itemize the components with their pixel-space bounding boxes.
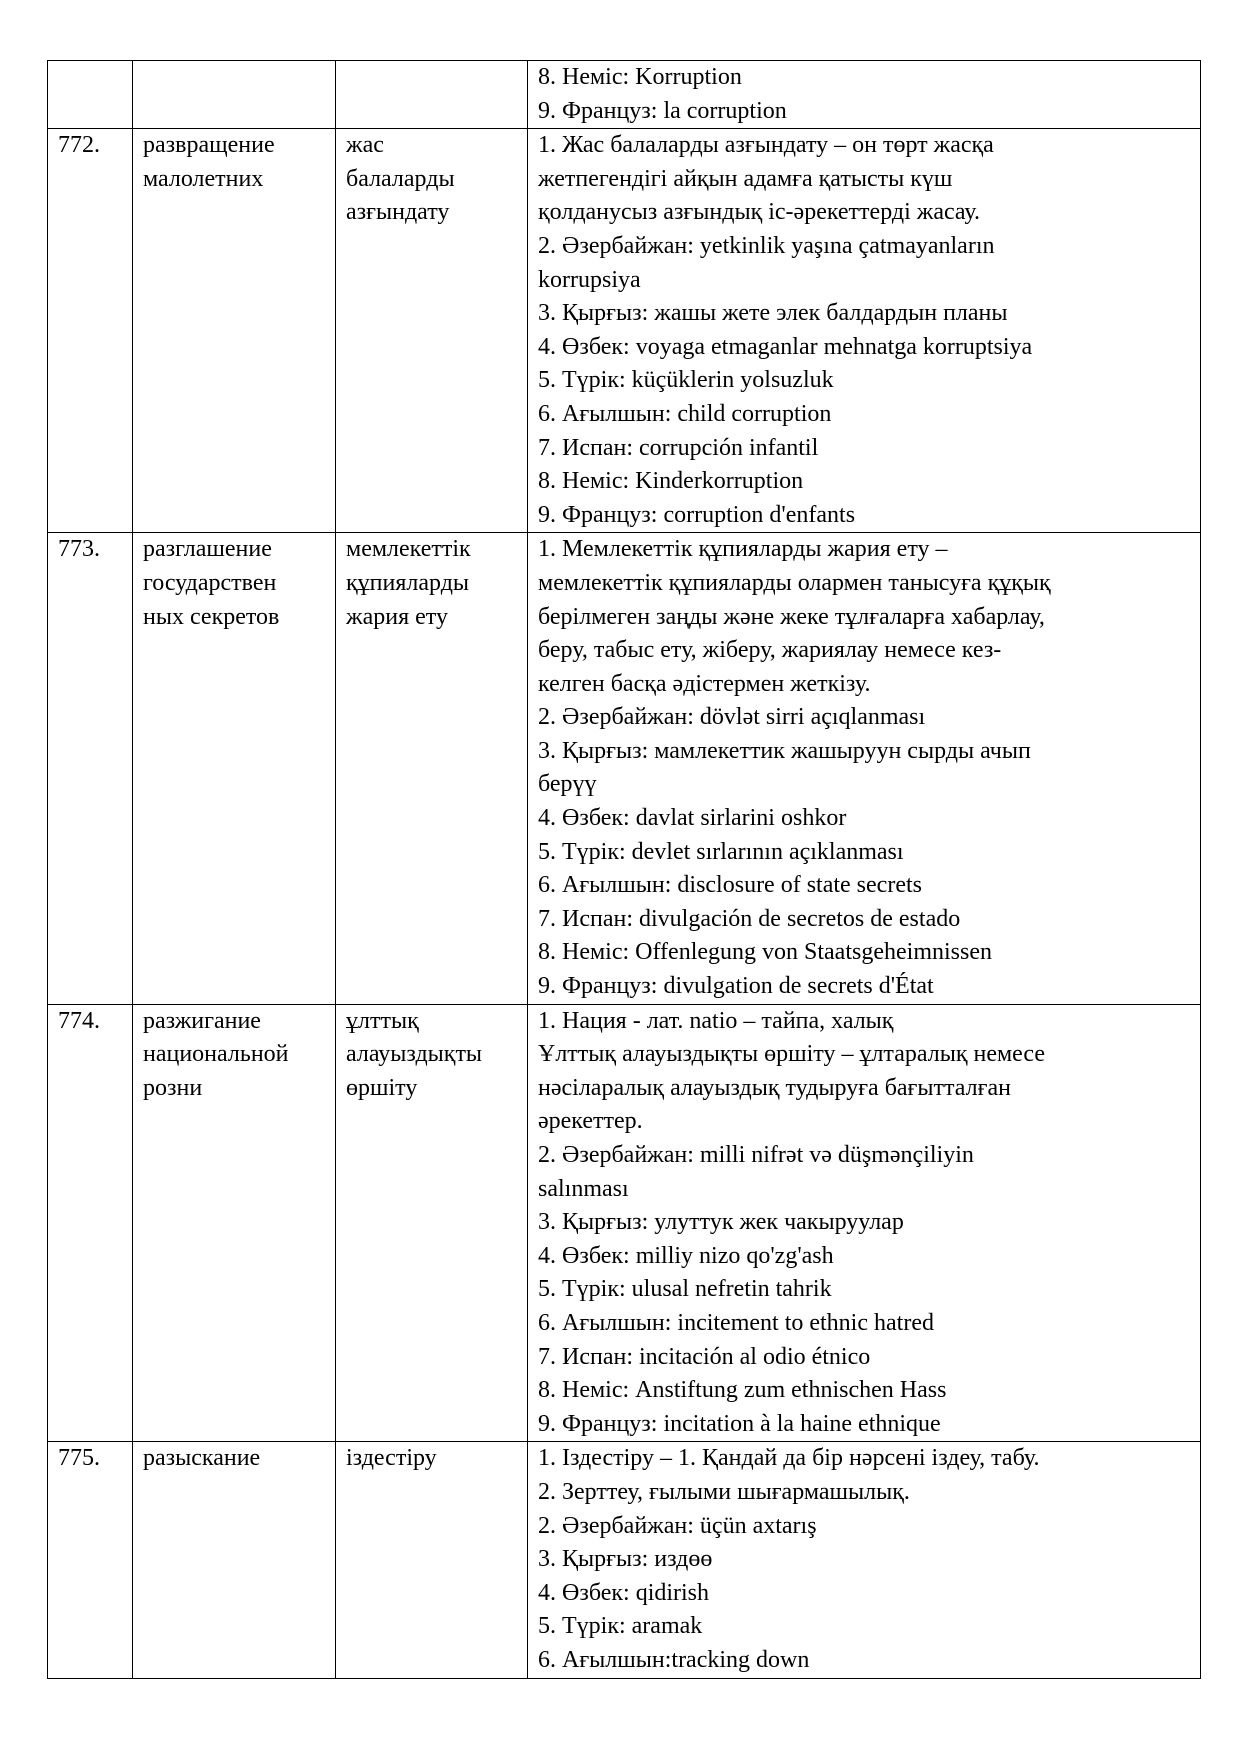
definition-line: берүү [538, 771, 597, 798]
kazakh-term-line: ұлттық [346, 1007, 419, 1034]
definition-line: беру, табыс ету, жіберу, жариялау немесе кез- [538, 637, 1002, 664]
definition-line: 5. Түрік: devlet sırlarının açıklanması [538, 838, 904, 865]
definition-line: 2. Зерттеу, ғылыми шығармашылық. [538, 1478, 910, 1505]
definition-line: 8. Неміс: Offenlegung von Staatsgeheimnissen [538, 939, 992, 966]
definition-line: 7. Испан: corrupción infantil [538, 434, 819, 461]
definition-line: 3. Қырғыз: издөө [538, 1546, 713, 1573]
definition-line: жетпегендігі айқын адамға қатысты күш [538, 165, 953, 192]
definition-cell [528, 129, 1201, 533]
russian-term-line: национальной [143, 1041, 289, 1068]
definition-line: 2. Әзербайжан: üçün axtarış [538, 1512, 817, 1539]
definition-cell [528, 1004, 1201, 1442]
definition-line: 1. Іздестіру – 1. Қандай да бір нәрсені іздеу, табу. [538, 1445, 1040, 1472]
definition-line: 5. Түрік: aramak [538, 1613, 703, 1640]
definition-line: 3. Қырғыз: жашы жете элек балдардын планы [538, 300, 1008, 327]
definition-line: қолданусыз азғындық іс-әрекеттерді жасау. [538, 199, 980, 226]
entry-number-cell [48, 1442, 133, 1678]
russian-term-line: разыскание [143, 1445, 261, 1472]
kazakh-term-line: мемлекеттік [346, 536, 471, 563]
definition-line: salınması [538, 1175, 629, 1202]
definition-line: 8. Неміс: Korruption [538, 64, 742, 90]
definition-line: 3. Қырғыз: мамлекеттик жашыруун сырды ачып [538, 737, 1031, 764]
russian-term-cell [133, 129, 336, 533]
definition-line: 9. Француз: incitation à la haine ethnique [538, 1410, 941, 1437]
russian-term-cell [133, 61, 336, 129]
russian-term-line: ных секретов [143, 603, 280, 630]
kazakh-term-line: алауыздықты [346, 1041, 483, 1068]
definition-line: 1. Жас балаларды азғындату – он төрт жасқа [538, 132, 994, 159]
russian-term-cell [133, 533, 336, 1004]
kazakh-term-cell [336, 1004, 528, 1442]
definition-line: 4. Өзбек: qidirish [538, 1579, 710, 1606]
russian-term-line: розни [143, 1074, 203, 1101]
definition-line: 6. Ағылшын: incitement to ethnic hatred [538, 1309, 934, 1336]
kazakh-term-cell [336, 533, 528, 1004]
definition-cell [528, 1442, 1201, 1678]
document-page [47, 60, 1200, 1679]
definition-line: 1. Нация - лат. natio – тайпа, халық [538, 1007, 894, 1034]
definition-line: 7. Испан: incitación al odio étnico [538, 1343, 871, 1370]
definition-line: 2. Әзербайжан: yetkinlik yaşına çatmayanların [538, 232, 995, 259]
definition-line: 7. Испан: divulgación de secretos de estado [538, 905, 961, 932]
russian-term-line: разглашение [143, 536, 272, 563]
russian-term-line: малолетних [143, 165, 264, 192]
kazakh-term-cell [336, 129, 528, 533]
russian-term-line: государствен [143, 569, 277, 596]
dictionary-table [47, 60, 1201, 1679]
definition-cell [528, 61, 1201, 129]
kazakh-term-line: іздестіру [346, 1445, 437, 1472]
definition-line: 2. Әзербайжан: milli nifrət və düşmənçiliyin [538, 1142, 974, 1168]
entry-number-cell [48, 1004, 133, 1442]
definition-line: келген басқа әдістермен жеткізу. [538, 670, 871, 697]
definition-line: мемлекеттік құпияларды олармен танысуға құқық [538, 569, 1051, 596]
table-row [48, 129, 1201, 533]
entry-number-cell [48, 533, 133, 1004]
definition-line: 1. Мемлекеттік құпияларды жария ету – [538, 536, 948, 563]
kazakh-term-cell [336, 1442, 528, 1678]
entry-number: 774. [58, 1007, 100, 1034]
kazakh-term-line: жас [346, 132, 384, 159]
entry-number: 772. [58, 132, 100, 159]
table-row [48, 61, 1201, 129]
definition-line: 6. Ағылшын: child corruption [538, 400, 832, 427]
definition-line: Ұлттық алауыздықты өршіту – ұлтаралық немесе [538, 1041, 1046, 1068]
definition-line: 9. Француз: divulgation de secrets d'État [538, 973, 934, 1000]
russian-term-line: разжигание [143, 1007, 261, 1034]
table-row [48, 1442, 1201, 1678]
definition-line: korrupsiya [538, 266, 641, 293]
definition-line: 9. Француз: la corruption [538, 97, 787, 124]
kazakh-term-line: жария ету [346, 603, 448, 630]
kazakh-term-line: өршіту [346, 1074, 418, 1101]
definition-line: 4. Өзбек: milliy nizo qo'zg'ash [538, 1242, 834, 1269]
kazakh-term-line: балаларды [346, 165, 455, 192]
definition-line: 3. Қырғыз: улуттук жек чакыруулар [538, 1209, 904, 1236]
definition-line: 5. Түрік: küçüklerin yolsuzluk [538, 367, 834, 394]
definition-line: 6. Ағылшын: disclosure of state secrets [538, 872, 922, 899]
dictionary-table-body [48, 61, 1201, 1679]
entry-number-cell [48, 129, 133, 533]
definition-line: әрекеттер. [538, 1108, 643, 1135]
definition-line: 9. Француз: corruption d'enfants [538, 501, 856, 528]
definition-line: 5. Түрік: ulusal nefretin tahrik [538, 1276, 832, 1303]
table-row [48, 533, 1201, 1004]
definition-line: берілмеген заңды және жеке тұлғаларға хабарлау, [538, 603, 1045, 630]
kazakh-term-line: азғындату [346, 199, 450, 226]
entry-number: 773. [58, 536, 100, 563]
russian-term-cell [133, 1004, 336, 1442]
entry-number-cell [48, 61, 133, 129]
definition-cell [528, 533, 1201, 1004]
definition-line: нәсiларалық алауыздық тудыруға бағытталған [538, 1074, 1011, 1101]
kazakh-term-line: құпияларды [346, 569, 470, 596]
kazakh-term-cell [336, 61, 528, 129]
definition-line: 8. Неміс: Anstiftung zum ethnischen Hass [538, 1377, 947, 1404]
table-row [48, 1004, 1201, 1442]
definition-line: 4. Өзбек: voyaga etmaganlar mehnatga korruptsiya [538, 333, 1033, 360]
definition-line: 2. Әзербайжан: dövlət sirri açıqlanması [538, 704, 926, 731]
entry-number: 775. [58, 1445, 100, 1472]
definition-line: 8. Неміс: Kinderkorruption [538, 468, 804, 495]
definition-line: 4. Өзбек: davlat sirlarini oshkor [538, 805, 847, 832]
russian-term-cell [133, 1442, 336, 1678]
russian-term-line: развращение [143, 132, 275, 159]
definition-line: 6. Ағылшын:tracking down [538, 1646, 810, 1673]
